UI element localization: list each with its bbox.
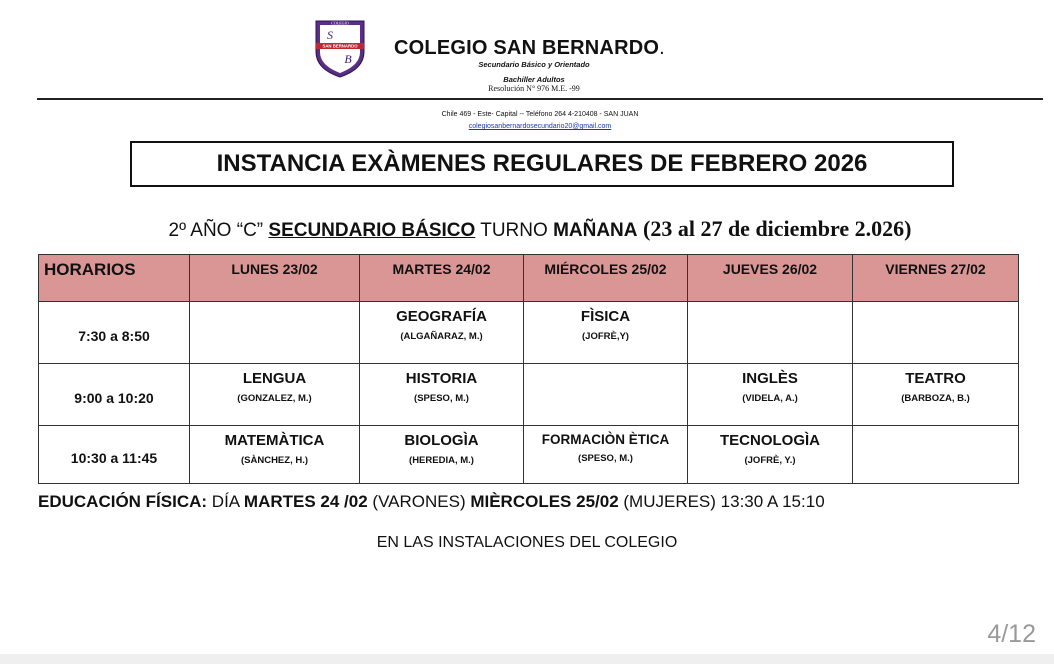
exam-subject: FÌSICA — [580, 308, 631, 325]
time-slot: 9:00 a 10:20 — [39, 364, 190, 426]
header-miercoles: MIÉRCOLES 25/02 — [524, 255, 688, 302]
exam-cell — [190, 364, 360, 426]
logo-top-text: COLEGIO — [331, 20, 349, 26]
logo-letter-s: S — [327, 28, 333, 42]
school-levels: Secundario Básico y Orientado — [478, 60, 590, 69]
exam-cell — [190, 426, 360, 484]
exam-subject: HISTORIA — [405, 370, 478, 387]
page-indicator: 4/12 — [987, 620, 1036, 648]
exam-cell — [524, 364, 688, 426]
exam-cell — [688, 302, 853, 364]
exam-cell — [853, 302, 1019, 364]
logo-band-text: SAN BERNARDO — [322, 43, 358, 49]
exam-cell — [853, 426, 1019, 484]
time-slot: 7:30 a 8:50 — [39, 302, 190, 364]
header-viernes: VIERNES 27/02 — [853, 255, 1019, 302]
exam-cell — [853, 364, 1019, 426]
installations-note: EN LAS INSTALACIONES DEL COLEGIO — [376, 534, 678, 551]
exam-teacher: (JOFRÈ,Y) — [582, 331, 629, 342]
table-header-row — [39, 255, 1019, 302]
header-lunes: LUNES 23/02 — [190, 255, 360, 302]
exam-teacher: (HEREDIA, M.) — [409, 455, 474, 466]
exam-cell — [360, 364, 524, 426]
time-slot: 10:30 a 11:45 — [39, 426, 190, 484]
school-address: Chile 469 - Este- Capital -- Teléfono 264 4-210408 - SAN JUAN — [441, 111, 639, 118]
exam-cell — [190, 302, 360, 364]
exam-cell — [360, 302, 524, 364]
exam-cell — [688, 364, 853, 426]
exam-teacher: (SÀNCHEZ, H.) — [240, 455, 309, 466]
exam-teacher: (SPESO, M.) — [578, 453, 633, 464]
header-horarios: HORARIOS — [39, 255, 190, 302]
exam-cell — [524, 302, 688, 364]
school-logo — [312, 18, 368, 78]
exam-subject: GEOGRAFÍA — [396, 308, 487, 325]
title-box — [130, 141, 954, 187]
school-name: COLEGIO SAN BERNARDO. — [394, 37, 665, 59]
exam-subject: INGLÈS — [742, 370, 798, 387]
exam-subject: FORMACIÒN ÈTICA — [541, 432, 670, 447]
page-title: INSTANCIA EXÀMENES REGULARES DE FEBRERO 2026 — [216, 150, 868, 177]
exam-subject: TEATRO — [905, 370, 966, 387]
exam-subject: BIOLOGÌA — [404, 432, 479, 449]
viewer-bottom-bar — [0, 654, 1054, 664]
exam-subject: MATEMÀTICA — [224, 432, 325, 449]
header-jueves: JUEVES 26/02 — [688, 255, 853, 302]
table-row — [39, 364, 1019, 426]
exam-schedule-table — [38, 254, 1019, 484]
resolution: Resolución N° 976 M.E. -99 — [488, 84, 580, 93]
exam-cell — [688, 426, 853, 484]
school-adults: Bachiller Adultos — [503, 75, 565, 84]
physical-education-note: EDUCACIÓN FÍSICA: DÍA MARTES 24 /02 (VARONES) MIÈRCOLES 25/02 (MUJERES) 13:30 A 15:10 — [38, 492, 825, 511]
exam-teacher: (BARBOZA, B.) — [901, 393, 970, 404]
exam-teacher: (JOFRÈ, Y.) — [744, 455, 796, 466]
table-row — [39, 426, 1019, 484]
school-email-link[interactable]: colegiosanbernardosecundario20@gmail.com — [468, 123, 612, 130]
table-row — [39, 302, 1019, 364]
exam-teacher: (GONZALEZ, M.) — [237, 393, 312, 404]
exam-cell — [360, 426, 524, 484]
exam-subject: LENGUA — [242, 370, 307, 387]
header-divider — [37, 98, 1043, 100]
header-martes: MARTES 24/02 — [360, 255, 524, 302]
exam-teacher: (VIDELA, A.) — [742, 393, 798, 404]
exam-teacher: (ALGAÑARAZ, M.) — [400, 331, 483, 342]
exam-cell — [524, 426, 688, 484]
course-subtitle: 2º AÑO “C” SECUNDARIO BÁSICO TURNO MAÑANA (23 al 27 de diciembre 2.026) — [168, 216, 912, 241]
logo-letter-b: B — [344, 52, 352, 66]
exam-subject: TECNOLOGÌA — [720, 432, 820, 449]
exam-teacher: (SPESO, M.) — [414, 393, 469, 404]
